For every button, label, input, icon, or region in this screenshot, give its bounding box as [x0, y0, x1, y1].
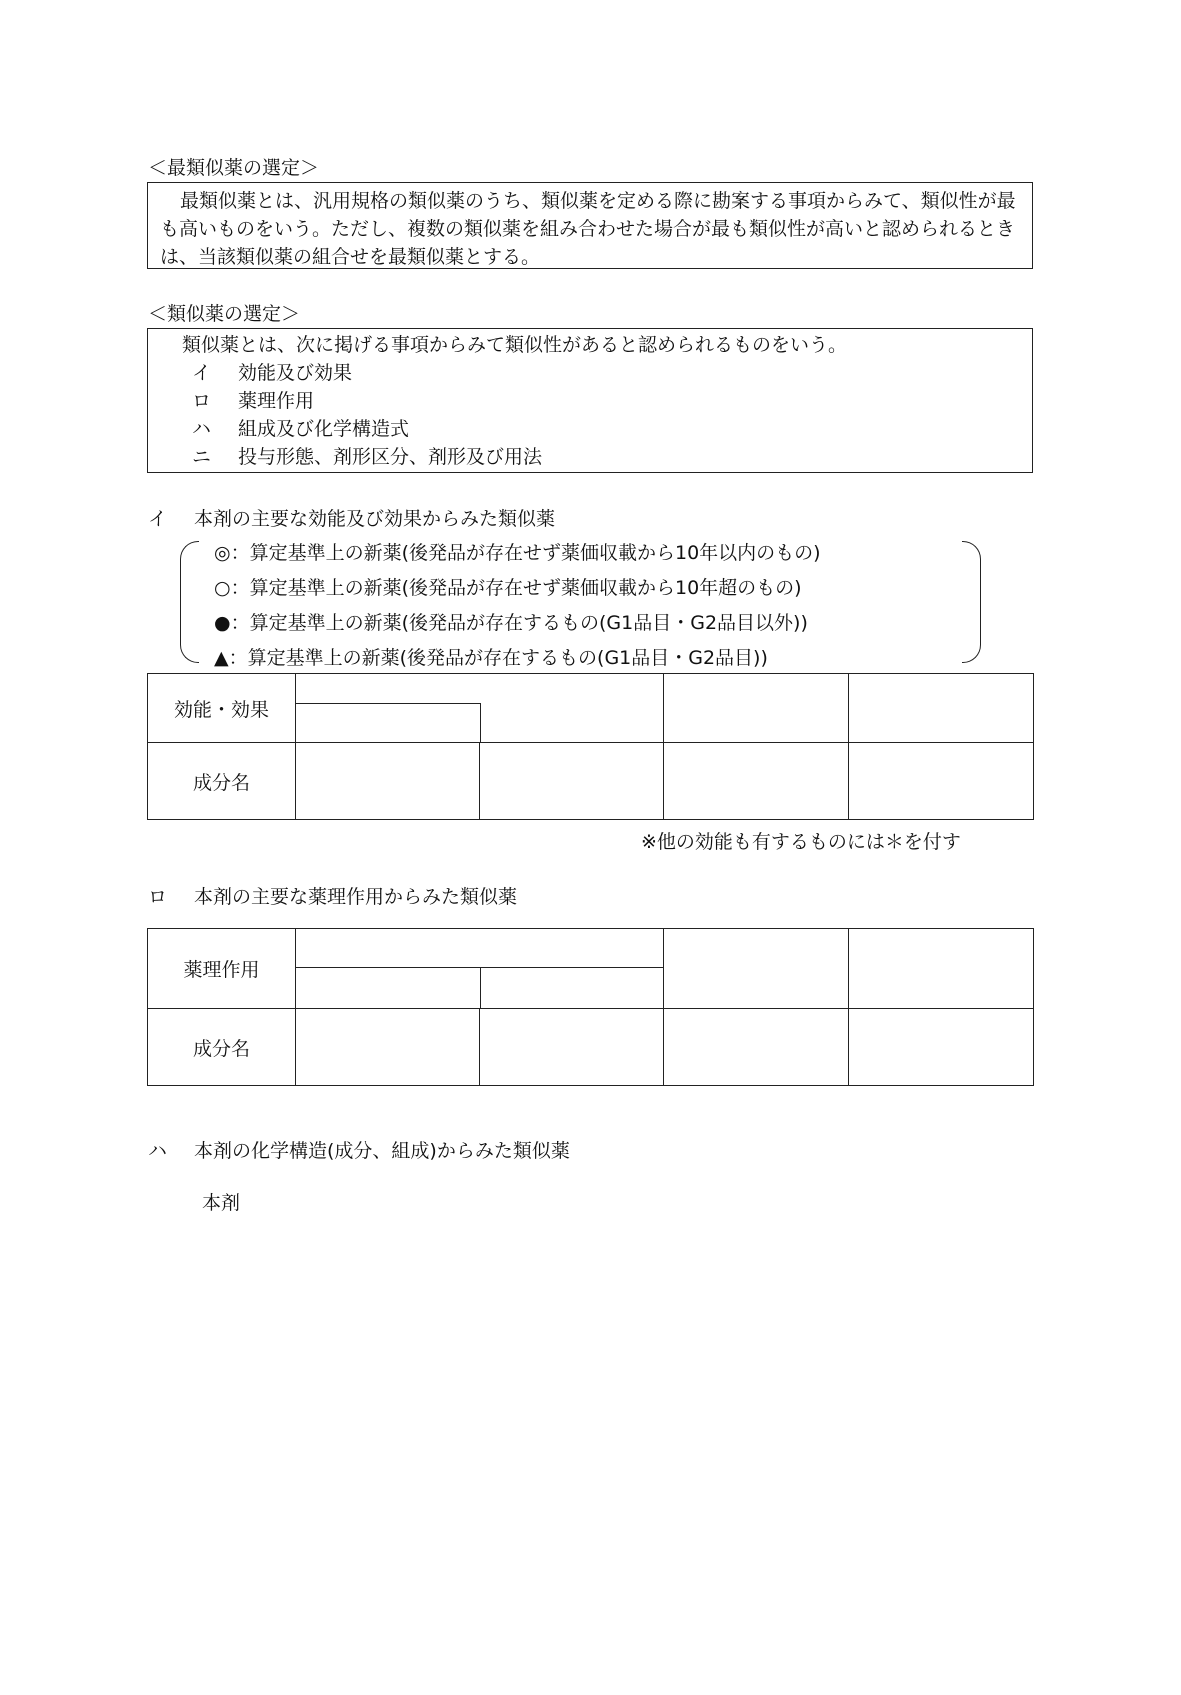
pharmacology-label-cell: [148, 929, 296, 1009]
ingredient-cell: [849, 1009, 1034, 1086]
ingredient-cell: [664, 743, 849, 820]
pharmacology-cell: [849, 929, 1034, 1009]
most-similar-definition-box: [147, 182, 1033, 269]
pharmacology-cell: [296, 929, 664, 1009]
legend-item: ●：算定基準上の新薬(後発品が存在するもの(G1品目・G2品目以外)): [214, 612, 808, 634]
legend-item: ▲：算定基準上の新薬(後発品が存在するもの(G1品目・G2品目)): [214, 647, 768, 669]
most-similar-definition-text: 最類似薬とは、汎用規格の類似薬のうち、類似薬を定める際に勘案する事項からみて、類似性が最も高いものをいう。ただし、複数の類似薬を組み合わせた場合が最も類似性が高いと認められるときは、当該類似薬の組合せを最類似薬とする。: [160, 190, 1016, 268]
efficacy-label: 効能・効果: [173, 698, 269, 721]
this-drug-label: 本剤: [202, 1192, 241, 1214]
legend-right-brace: [962, 541, 981, 663]
efficacy-table: [147, 673, 1034, 820]
ingredient-cell: [296, 1009, 480, 1086]
criteria-item: イ 効能及び効果: [192, 362, 353, 384]
pharmacology-table: [147, 928, 1034, 1086]
ingredient-cell: [849, 743, 1034, 820]
ingredient-cell: [480, 1009, 664, 1086]
criteria-item: ハ 組成及び化学構造式: [192, 418, 410, 440]
criteria-item: ロ 薬理作用: [192, 390, 315, 412]
ingredient-label: 成分名: [192, 1037, 250, 1060]
efficacy-cell: [296, 674, 664, 743]
ingredient-cell: [480, 743, 664, 820]
section-heading-efficacy: イ 本剤の主要な効能及び効果からみた類似薬: [148, 508, 556, 530]
ingredient-label-cell: [148, 1009, 296, 1086]
efficacy-label-cell: [148, 674, 296, 743]
legend-item: ◎：算定基準上の新薬(後発品が存在せず薬価収載から10年以内のもの): [214, 542, 821, 564]
section-heading-similar: ＜類似薬の選定＞: [148, 303, 301, 325]
ingredient-label: 成分名: [192, 771, 250, 794]
asterisk-note: ※他の効能も有するものには＊を付す: [641, 831, 961, 853]
ingredient-label-cell: [148, 743, 296, 820]
pharmacology-cell: [664, 929, 849, 1009]
legend-item: ○：算定基準上の新薬(後発品が存在せず薬価収載から10年超のもの): [214, 577, 802, 599]
efficacy-cell: [849, 674, 1034, 743]
section-heading-chemical-structure: ハ 本剤の化学構造(成分、組成)からみた類似薬: [148, 1140, 570, 1162]
section-heading-pharmacology: ロ 本剤の主要な薬理作用からみた類似薬: [148, 886, 518, 908]
ingredient-cell: [664, 1009, 849, 1086]
pharmacology-label: 薬理作用: [183, 959, 260, 981]
legend-left-brace: [180, 541, 199, 663]
criteria-item: ニ 投与形態、剤形区分、剤形及び用法: [192, 446, 543, 468]
similar-definition-box: [147, 328, 1033, 473]
ingredient-cell: [296, 743, 480, 820]
similar-definition-intro: 類似薬とは、次に掲げる事項からみて類似性があると認められるものをいう。: [182, 334, 848, 356]
efficacy-cell: [664, 674, 849, 743]
section-heading-most-similar: ＜最類似薬の選定＞: [148, 157, 320, 179]
